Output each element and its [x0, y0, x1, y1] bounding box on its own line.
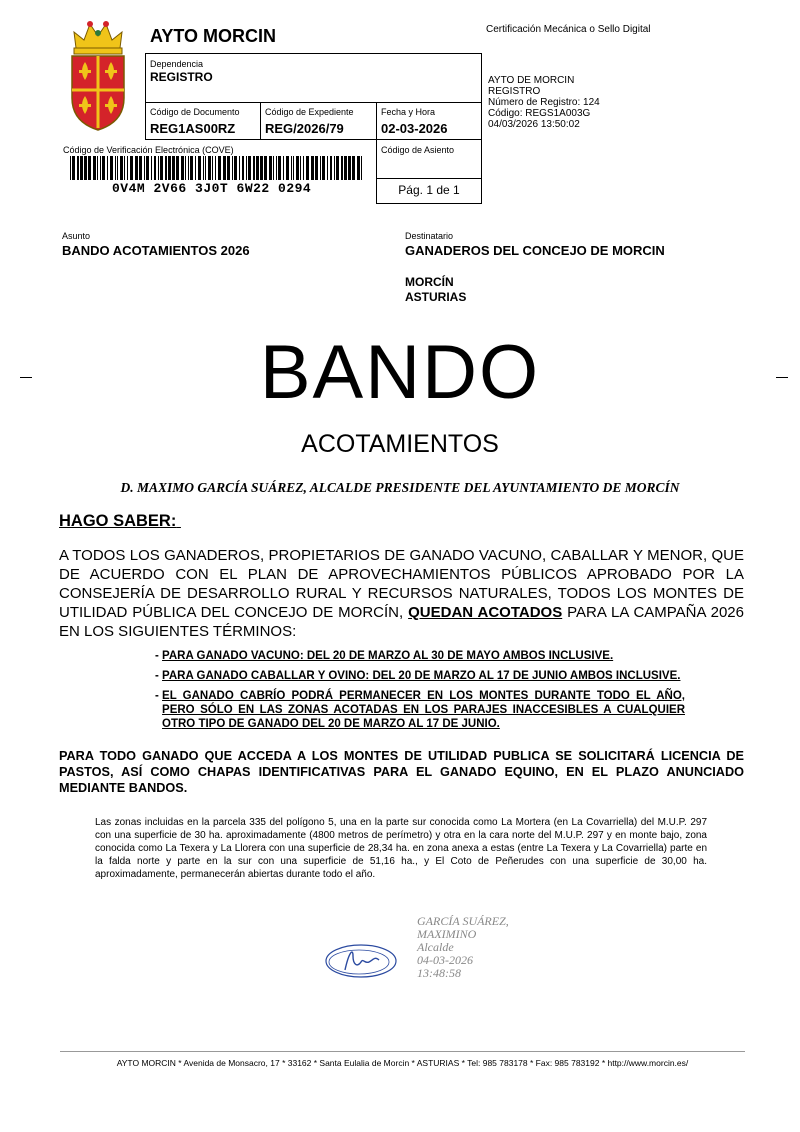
registry-line-4: Código: REGS1A003G — [488, 108, 591, 119]
registry-line-1: AYTO DE MORCIN — [488, 75, 575, 86]
destinatario-label: Destinatario — [405, 231, 454, 241]
asunto-value: BANDO ACOTAMIENTOS 2026 — [62, 243, 250, 258]
intro-part-1: A TODOS LOS GANADEROS, PROPIETARIOS DE GANADO VACUNO, CABALLAR Y MENOR, QUE DE ACUERDO CON EL PLAN DE APROVECHAMIENTOS PÚBLICOS APROBADO POR LA CONSEJERÍA DE DESARROLLO RURAL Y RECURSOS NATURALES, TODOS LOS MONTES DE UTILIDAD PÚBLICA DEL CONCEJO DE MORCÍN, — [59, 547, 744, 621]
entity-title: AYTO MORCIN — [150, 26, 277, 46]
dependencia-box — [145, 53, 482, 103]
page-number: Pág. 1 de 1 — [398, 183, 460, 197]
footer-divider — [60, 1051, 745, 1052]
intro-part-2: PARA LA CAMPAÑA 2026 EN LOS SIGUIENTES TÉRMINOS: — [59, 604, 744, 640]
signer-name: MAXIMINO — [417, 927, 477, 941]
signature-mark — [323, 940, 399, 982]
dependencia-value: REGISTRO — [150, 70, 213, 84]
signer-role: Alcalde — [417, 940, 454, 954]
cove-barcode — [70, 156, 366, 180]
document-title: BANDO — [259, 330, 541, 415]
certification-title: Certificación Mecánica o Sello Digital — [486, 24, 651, 35]
zones-paragraph: Las zonas incluidas en la parcela 335 del polígono 5, una en la parte sur conocida como La Mortera (en La Covarriella) del M.U.P. 297 con una superficie de 30 ha. aproximadamente (4800 metros de perímetro) y otra en la cara norte del M.U.P. 297 y en monte bajo, zona conocida como La Texera y La Llorera con una superficie de 28,34 ha. en zona anexa a estas (entre La Texera y La Covarriella) parte en la falda norte y parte en la sur con una superficie de 51,16 ha., y El Coto de Peñerudes con una superficie de 30,00 ha. aproximadamente, permanecerán abiertas durante todo el año. — [95, 817, 707, 880]
destinatario-name: GANADEROS DEL CONCEJO DE MORCIN — [405, 243, 665, 258]
document-subtitle: ACOTAMIENTOS — [301, 430, 499, 458]
asiento-label: Código de Asiento — [381, 145, 455, 155]
registry-line-3: Número de Registro: 124 — [488, 97, 600, 108]
dependencia-label: Dependencia — [150, 59, 204, 69]
hago-saber-text: HAGO SABER: — [59, 512, 177, 530]
exp-code-box — [260, 102, 377, 140]
registry-stamp — [488, 75, 600, 130]
intro-paragraph — [59, 546, 744, 641]
bullet-text: PARA GANADO VACUNO: DEL 20 DE MARZO AL 30 DE MAYO AMBOS INCLUSIVE. — [162, 650, 614, 662]
signature-date: 04-03-2026 — [417, 953, 473, 967]
registry-line-5: 04/03/2026 13:50:02 — [488, 119, 580, 130]
coat-of-arms-logo — [66, 18, 130, 132]
bullet-text: EL GANADO CABRÍO PODRÁ PERMANECER EN LOS MONTES DURANTE TODO EL AÑO, PERO SÓLO EN LAS ZONAS ACOTADAS EN LOS PARAJES INACCESIBLES A CUALQUIER OTRO TIPO DE GANADO DEL 20 DE MARZO AL 17 DE JUNIO. — [162, 690, 685, 730]
intro-emphasis: QUEDAN ACOTADOS — [408, 604, 563, 621]
doc-code-box — [145, 102, 261, 140]
exp-code-label: Código de Expediente — [265, 107, 354, 117]
bullet-item: - EL GANADO CABRÍO PODRÁ PERMANECER EN LOS MONTES DURANTE TODO EL AÑO, PERO SÓLO EN LAS ZONAS ACOTADAS EN LOS PARAJES INACCESIBLES A CUALQUIER OTRO TIPO DE GANADO DEL 20 DE MARZO AL 17 DE JUNIO. — [155, 690, 685, 730]
bullet-item: - PARA GANADO CABALLAR Y OVINO: DEL 20 DE MARZO AL 17 DE JUNIO AMBOS INCLUSIVE. — [155, 670, 681, 682]
asiento-divider — [376, 178, 482, 179]
signature-block — [417, 915, 509, 980]
fecha-value: 02-03-2026 — [381, 121, 448, 136]
footer-address: AYTO MORCIN * Avenida de Monsacro, 17 * 33162 * Santa Eulalia de Morcin * ASTURIAS * Tel: 985 783178 * Fax: 985 783192 * http://www.morcin.es/ — [116, 1058, 689, 1068]
bullet-text: PARA GANADO CABALLAR Y OVINO: DEL 20 DE MARZO AL 17 DE JUNIO AMBOS INCLUSIVE. — [162, 670, 681, 682]
exp-code-value: REG/2026/79 — [265, 121, 344, 136]
doc-code-label: Código de Documento — [150, 107, 240, 117]
doc-code-value: REG1AS00RZ — [150, 121, 236, 136]
asiento-box — [376, 139, 482, 204]
licence-notice: PARA TODO GANADO QUE ACCEDA A LOS MONTES DE UTILIDAD PUBLICA SE SOLICITARÁ LICENCIA DE PASTOS, ASÍ COMO CHAPAS IDENTIFICATIVAS PARA EL GANADO EQUINO, EN EL PLAZO ANUNCIADO MEDIANTE BANDOS. — [59, 749, 744, 795]
destinatario-city: MORCÍN — [405, 275, 454, 289]
signature-time: 13:48:58 — [417, 966, 461, 980]
bullet-item: - PARA GANADO VACUNO: DEL 20 DE MARZO AL 30 DE MAYO AMBOS INCLUSIVE. — [155, 650, 614, 662]
asunto-label: Asunto — [62, 231, 91, 241]
registry-line-2: REGISTRO — [488, 86, 541, 97]
fecha-box — [376, 102, 482, 140]
cove-code: 0V4M 2V66 3J0T 6W22 0294 — [112, 181, 312, 196]
destinatario-region: ASTURIAS — [405, 290, 467, 304]
signer-surname: GARCÍA SUÁREZ, — [417, 914, 509, 928]
hago-saber-heading — [59, 512, 181, 531]
author-line: D. MAXIMO GARCÍA SUÁREZ, ALCALDE PRESIDENTE DEL AYUNTAMIENTO DE MORCÍN — [120, 480, 680, 495]
fecha-label: Fecha y Hora — [381, 107, 436, 117]
cove-label: Código de Verificación Electrónica (COVE) — [63, 145, 234, 155]
